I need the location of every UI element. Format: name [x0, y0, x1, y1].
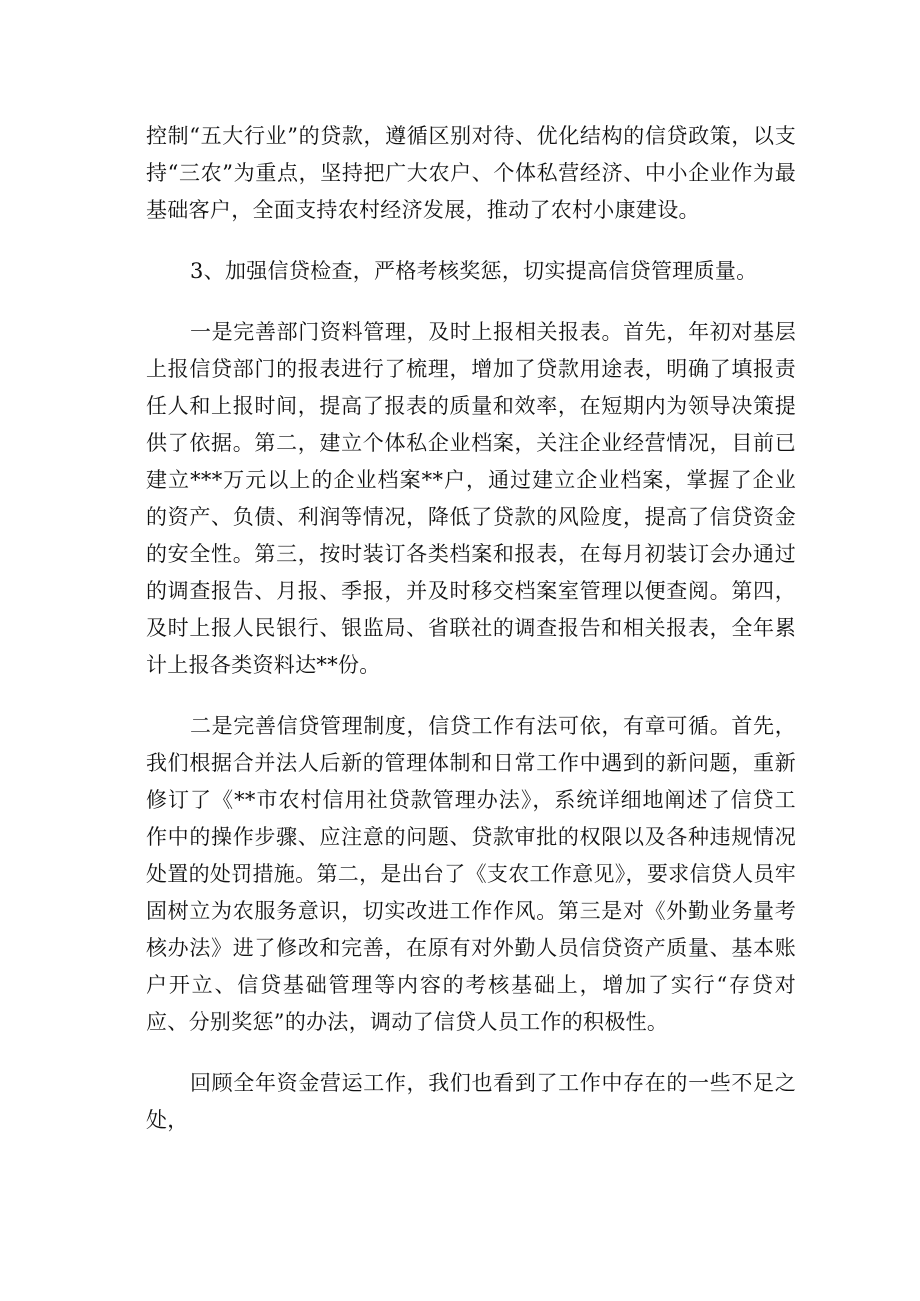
document-body [146, 118, 796, 1163]
paragraph-credit-system: 二是完善信贷管理制度，信贷工作有法可依，有章可循。首先，我们根据合并法人后新的管理体制和日常工作中遇到的新问题，重新修订了《**市农村信用社贷款管理办法》，系统详细地阐述了信贷工作中的操作步骤、应注意的问题、贷款审批的权限以及各种违规情况处置的处罚措施。第二，是出台了《支农工作意见》，要求信贷人员牢固树立为农服务意识，切实改进工作作风。第三是对《外勤业务量考核办法》进了修改和完善，在原有对外勤人员信贷资产质量、基本账户开立、信贷基础管理等内容的考核基础上，增加了实行“存贷对应、分别奖惩”的办法，调动了信贷人员工作的积极性。 [146, 714, 796, 1034]
paragraph-section-heading: 3、加强信贷检查，严格考核奖惩，切实提高信贷管理质量。 [190, 259, 758, 283]
paragraph-report-management: 一是完善部门资料管理，及时上报相关报表。首先，年初对基层上报信贷部门的报表进行了梳理，增加了贷款用途表，明确了填报责任人和上报时间，提高了报表的质量和效率，在短期内为领导决策提供了依据。第二，建立个体私企业档案，关注企业经营情况，目前已建立***万元以上的企业档案**户，通过建立企业档案，掌握了企业的资产、负债、利润等情况，降低了贷款的风险度，提高了信贷资金的安全性。第三，按时装订各类档案和报表，在每月初装订会办通过的调查报告、月报、季报，并及时移交档案室管理以便查阅。第四，及时上报人民银行、银监局、省联社的调查报告和相关报表，全年累计上报各类资料达**份。 [146, 320, 796, 677]
paragraph-review: 回顾全年资金营运工作，我们也看到了工作中存在的一些不足之处， [146, 1071, 796, 1132]
paragraph-continuation: 控制“五大行业”的贷款，遵循区别对待、优化结构的信贷政策，以支持“三农”为重点，坚持把广大农户、个体私营经济、中小企业作为最基础客户，全面支持农村经济发展，推动了农村小康建设。 [146, 124, 796, 222]
